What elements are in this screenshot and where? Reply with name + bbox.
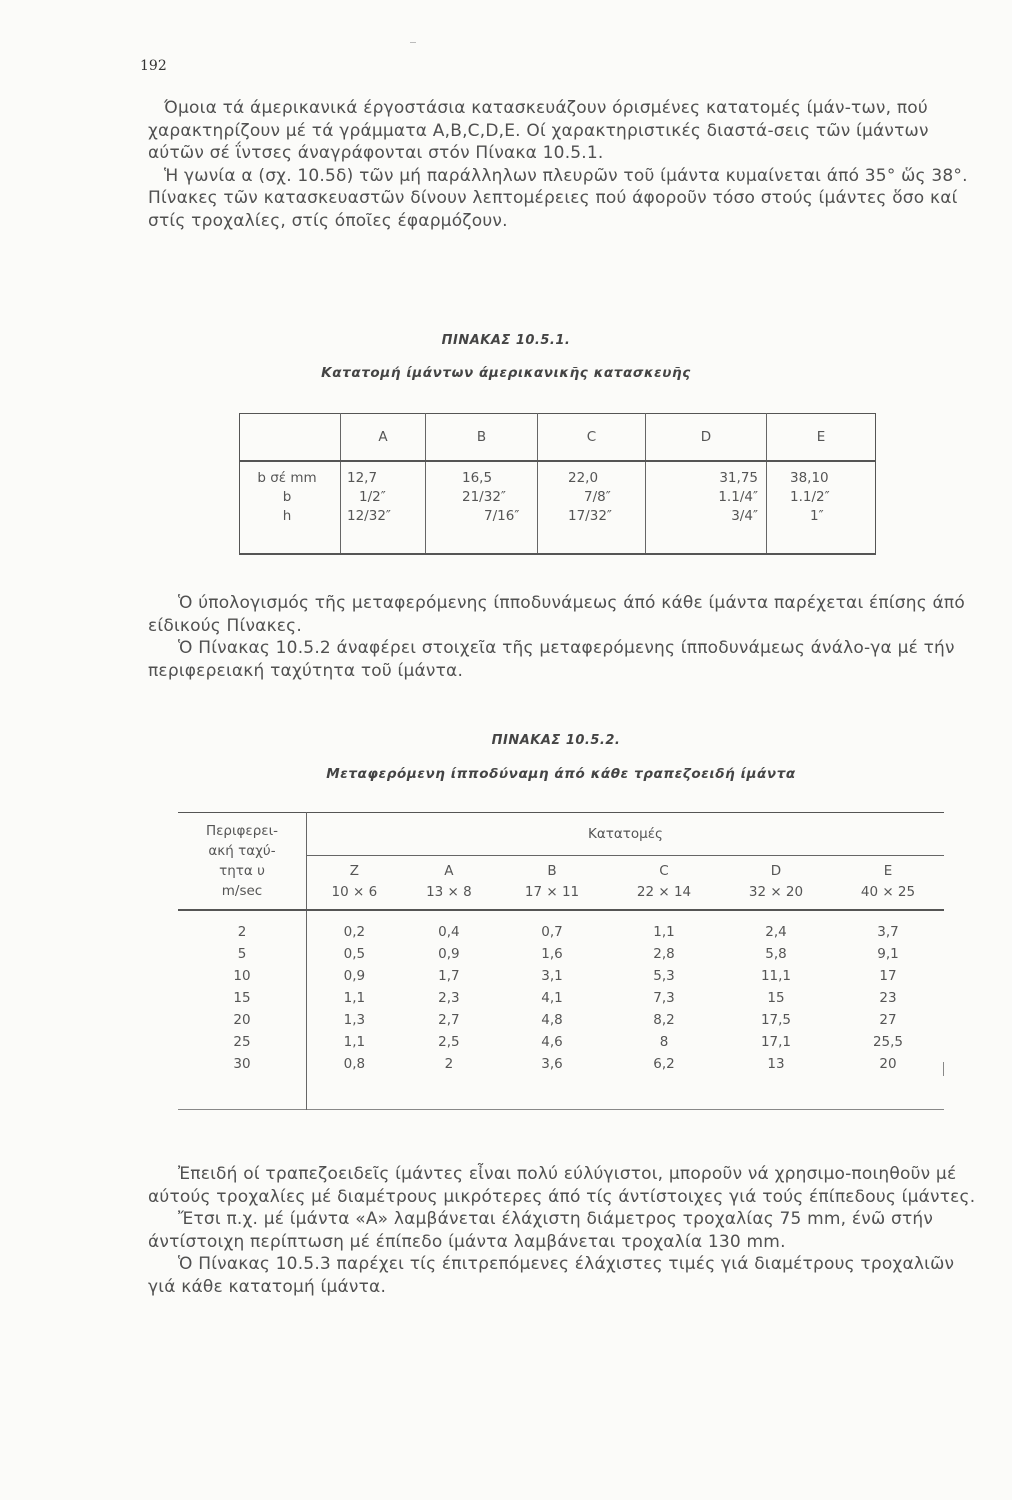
- table-cell: 1/2″: [359, 489, 386, 505]
- table2-title: Μεταφερόμενη ίπποδύναμη άπό κάθε τραπεζοειδή ίμάντα: [326, 766, 796, 782]
- table-cell: 1,1: [343, 1034, 366, 1050]
- speed-cell: 10: [178, 965, 307, 987]
- table1-header-row: [240, 414, 876, 462]
- table-cell: 2,5: [438, 1034, 460, 1050]
- table-cell: 27: [879, 1012, 897, 1028]
- table-cell: 7/8″: [584, 489, 611, 505]
- table1-row-labels: [240, 461, 341, 554]
- table-row: [178, 965, 944, 987]
- table-cell: 21/32″: [462, 489, 506, 505]
- intro-text: [148, 97, 978, 232]
- table-cell: 38,10: [790, 470, 829, 486]
- section-header-e: E 40 × 25: [860, 863, 916, 900]
- table-cell: 2: [444, 1056, 454, 1072]
- table-cell: 20: [879, 1056, 897, 1072]
- closing-paragraph-2: Ἔτσι π.χ. μέ ίμάντα «Α» λαμβάνεται έλάχιστη διάμετρος τροχαλίας 75 mm, ένῶ στήν άντίστοιχη περίπτωση μέ έπίπεδο ίμάντα λαμβάνεται τροχαλία 130 mm.: [148, 1209, 934, 1252]
- closing-paragraph-1: Ἐπειδή οί τραπεζοειδεῖς ίμάντες εἶναι πολύ εύλύγιστοι, μποροῦν νά χρησιμο-ποιηθοῦν μέ αύτούς τροχαλίες μέ διαμέτρους μικρότερες άπό τίς άντίστοιχες γιά τούς έπίπεδους ίμάντες.: [148, 1164, 976, 1207]
- table-cell: 9,1: [877, 946, 899, 962]
- speed-header-line: m/sec: [221, 883, 263, 899]
- table1-body-row: [240, 461, 876, 554]
- table-cell: 1,1: [653, 924, 675, 940]
- table-cell: 3,1: [541, 968, 563, 984]
- intro-paragraph-1: Όμοια τά άμερικανικά έργοστάσια κατασκευάζουν όρισμένες κατατομές ίμάν-των, πού χαρακτηρίζουν μέ τά γράμματα A,B,C,D,E. Οί χαρακτηριστικές διαστά-σεις τῶν ίμάντων αύτῶν σέ ΐντσες άναγράφονται στόν Πίνακα 10.5.1.: [148, 98, 929, 163]
- table1-col-header: D: [646, 414, 767, 462]
- table-cell: 31,75: [719, 470, 758, 486]
- table-cell: 0,9: [343, 968, 366, 984]
- middle-paragraph-1: Ὁ ύπολογισμός τῆς μεταφερόμενης ίπποδυνάμεως άπό κάθε ίμάντα παρέχεται έπίσης άπό είδικούς Πίνακες.: [148, 593, 965, 636]
- closing-paragraph-3: Ὁ Πίνακας 10.5.3 παρέχει τίς έπιτρεπόμενες έλάχιστες τιμές γιά διαμέτρους τροχαλιῶν γιά κάθε κατατομή ίμάντα.: [148, 1254, 955, 1297]
- table-cell: 4,6: [541, 1034, 563, 1050]
- margin-mark: [943, 1062, 944, 1076]
- speed-cell: 30: [178, 1053, 307, 1110]
- table-cell: 16,5: [462, 470, 493, 486]
- speed-cell: 2: [178, 911, 307, 943]
- table-cell: 17: [879, 968, 897, 984]
- table1-col-d: [646, 461, 767, 554]
- speed-header-line: τητα υ: [219, 863, 265, 879]
- table-cell: 25,5: [872, 1034, 904, 1050]
- section-header-a: A 13 × 8: [426, 863, 472, 900]
- table-cell: 1.1/4″: [718, 489, 758, 505]
- table1-number: ΠΙΝΑΚΑΣ 10.5.1.: [441, 333, 571, 348]
- table-row: [178, 911, 944, 943]
- table-cell: 12/32″: [347, 508, 391, 524]
- table-cell: 1,6: [541, 946, 563, 962]
- table-cell: 1,7: [438, 968, 460, 984]
- table-row: [178, 1053, 944, 1110]
- table2-header-row-1: [178, 813, 944, 856]
- table1-col-header: B: [426, 414, 538, 462]
- section-header-c: C 22 × 14: [636, 863, 692, 900]
- table-row: [178, 943, 944, 965]
- table-cell: 8: [659, 1034, 669, 1050]
- table-cell: 3,7: [877, 924, 899, 940]
- table-cell: 2,3: [438, 990, 460, 1006]
- table-cell: 0,4: [438, 924, 460, 940]
- table-transmitted-horsepower: [178, 812, 944, 1110]
- table-cell: 2,8: [653, 946, 675, 962]
- section-header-b: B 17 × 11: [524, 863, 580, 900]
- table-cell: 15: [767, 990, 785, 1006]
- speed-cell: 15: [178, 987, 307, 1009]
- table-cell: 7,3: [653, 990, 675, 1006]
- table-cell: 23: [879, 990, 897, 1006]
- table1-col-header: C: [538, 414, 646, 462]
- sections-header: Κατατομές: [307, 813, 945, 856]
- table-cell: 3/4″: [731, 508, 758, 524]
- table-cell: 1,3: [343, 1012, 366, 1028]
- table-row: [178, 987, 944, 1009]
- table-cell: 13: [767, 1056, 785, 1072]
- table-cell: 3,6: [541, 1056, 563, 1072]
- section-header-d: D 32 × 20: [748, 863, 804, 900]
- speed-cell: 5: [178, 943, 307, 965]
- middle-paragraph-2: Ὁ Πίνακας 10.5.2 άναφέρει στοιχεῖα τῆς μεταφερόμενης ίπποδυνάμεως άνάλο-γα μέ τήν περιφερειακή ταχύτητα τοῦ ίμάντα.: [148, 638, 955, 681]
- table-cell: 4,1: [541, 990, 563, 1006]
- table-cell: 0,8: [343, 1056, 366, 1072]
- table-belt-sections-american: [239, 413, 876, 555]
- table-cell: 12,7: [347, 470, 378, 486]
- table-cell: 0,5: [343, 946, 366, 962]
- middle-text: [148, 592, 978, 682]
- table-cell: 1.1/2″: [790, 489, 830, 505]
- speed-header-line: Περιφερει-: [205, 823, 279, 839]
- table-cell: 6,2: [653, 1056, 675, 1072]
- table-cell: 7/16″: [484, 508, 520, 524]
- table1-col-header: E: [767, 414, 876, 462]
- table-cell: 2,7: [438, 1012, 460, 1028]
- table2-number: ΠΙΝΑΚΑΣ 10.5.2.: [491, 733, 621, 748]
- table-cell: 0,7: [541, 924, 563, 940]
- table-cell: 17/32″: [568, 508, 612, 524]
- paper-mark: [410, 42, 416, 43]
- speed-cell: 20: [178, 1009, 307, 1031]
- speed-header: [178, 813, 307, 911]
- table1-title: Κατατομή ίμάντων άμερικανικῆς κατασκευῆς: [321, 365, 691, 381]
- speed-cell: 25: [178, 1031, 307, 1053]
- table-cell: 1,1: [343, 990, 366, 1006]
- section-header-z: Z 10 × 6: [331, 863, 378, 900]
- table-cell: 2,4: [765, 924, 787, 940]
- table-cell: 1″: [810, 508, 824, 524]
- speed-header-line: ακή ταχύ-: [208, 843, 276, 859]
- table1-col-c: [538, 461, 646, 554]
- page-number: 192: [140, 58, 167, 74]
- row-label-b-mm: b σέ mm: [257, 470, 317, 486]
- intro-paragraph-2: Ἡ γωνία α (σχ. 10.5δ) τῶν μή παράλληλων πλευρῶν τοῦ ίμάντα κυμαίνεται άπό 35° ὥς 38°. Πίνακες τῶν κατασκευαστῶν δίνουν λεπτομέρειες πού άφοροῦν τόσο στούς ίμάντες ὅσο καί στίς τροχαλίες, στίς όποῖες έφαρμόζουν.: [148, 165, 968, 231]
- table-cell: 4,8: [541, 1012, 563, 1028]
- table-row: [178, 1009, 944, 1031]
- table1-col-a: [341, 461, 426, 554]
- table-cell: 22,0: [568, 470, 599, 486]
- closing-text: [148, 1163, 978, 1298]
- table-cell: 0,9: [438, 946, 460, 962]
- table1-col-header: A: [341, 414, 426, 462]
- table-row: [178, 1031, 944, 1053]
- table-cell: 8,2: [653, 1012, 675, 1028]
- row-label-h: h: [282, 508, 292, 524]
- table-cell: 0,2: [343, 924, 366, 940]
- table1-col-b: [426, 461, 538, 554]
- table-cell: 11,1: [760, 968, 792, 984]
- table1-corner-cell: [240, 414, 341, 462]
- table-cell: 17,1: [760, 1034, 792, 1050]
- table1-col-e: [767, 461, 876, 554]
- table-cell: 5,3: [653, 968, 675, 984]
- table-cell: 5,8: [765, 946, 787, 962]
- row-label-b: b: [282, 489, 292, 505]
- table-cell: 17,5: [760, 1012, 792, 1028]
